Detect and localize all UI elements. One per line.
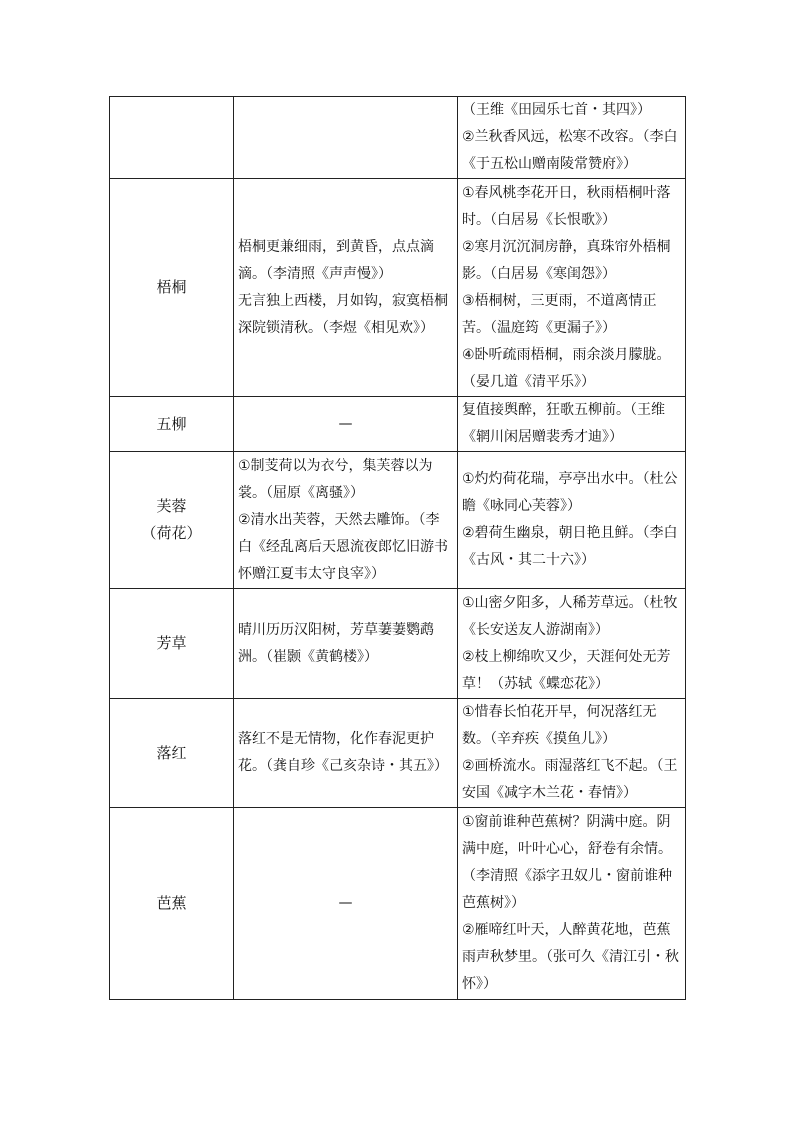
quote-line: 落红不是无情物，化作春泥更护花。（龚自珍《己亥杂诗・其五》）	[238, 731, 448, 774]
quote-line: ②兰秋香风远，松寒不改容。（李白《于五松山赠南陵常赞府》）	[462, 129, 678, 172]
quote-line: ④卧听疏雨梧桐，雨余淡月朦胧。（晏几道《清平乐》）	[462, 346, 671, 390]
quote-line: ①制芰荷以为衣兮，集芙蓉以为裳。（屈原《离骚》）	[238, 457, 433, 501]
quote-line: ②雁啼红叶天，人醉黄花地，芭蕉雨声秋梦里。（张可久《清江引・秋怀》）	[462, 922, 679, 992]
extended-example-cell	[458, 97, 686, 179]
table-row	[110, 179, 686, 397]
poetry-imagery-table	[109, 96, 686, 1000]
extended-example-cell	[458, 397, 686, 452]
term-cell: 芳草	[110, 589, 234, 699]
empty-dash: —	[338, 415, 353, 432]
quote-line: ①窗前谁种芭蕉树？阴满中庭。阴满中庭，叶叶心心，舒卷有余情。（李清照《添字丑奴儿・窗前谁种芭蕉树》）	[462, 814, 672, 911]
quote-line: ①山密夕阳多，人稀芳草远。（杜牧《长安送友人游湖南》）	[462, 594, 678, 638]
quote-line: ②清水出芙蓉，天然去雕饰。（李白《经乱离后天恩流夜郎忆旧游书怀赠江夏韦太守良宰》）	[238, 511, 448, 582]
quote-line: ②枝上柳绵吹又少，天涯何处无芳草！（苏轼《蝶恋花》）	[462, 648, 671, 692]
quote-line: 梧桐更兼细雨，到黄昏，点点滴滴。（李清照《声声慢》）	[238, 238, 434, 282]
term-cell	[110, 97, 234, 179]
extended-example-cell	[458, 452, 686, 589]
example-cell	[234, 452, 458, 589]
table-row	[110, 452, 686, 589]
extended-example-cell	[458, 699, 686, 808]
example-cell	[234, 179, 458, 397]
term-cell: 芭蕉	[110, 808, 234, 1000]
example-cell	[234, 397, 458, 452]
extended-example-cell	[458, 808, 686, 1000]
table-row	[110, 699, 686, 808]
quote-line: ②寒月沉沉洞房静，真珠帘外梧桐影。（白居易《寒闺怨》）	[462, 238, 671, 282]
quote-line: ②画桥流水。雨湿落红飞不起。（王安国《减字木兰花・春情》）	[462, 758, 678, 801]
term-label: 芙蓉 （荷花）	[141, 497, 202, 542]
extended-example-cell	[458, 179, 686, 397]
table-row	[110, 397, 686, 452]
empty-dash: —	[338, 895, 353, 911]
example-cell	[234, 589, 458, 699]
example-cell	[234, 808, 458, 1000]
table-row	[110, 589, 686, 699]
quote-line: 复值接舆醉，狂歌五柳前。（王维《辋川闲居赠裴秀才迪》）	[462, 402, 665, 445]
quote-line: ①春风桃李花开日，秋雨梧桐叶落时。（白居易《长恨歌》）	[462, 184, 671, 228]
extended-example-cell	[458, 589, 686, 699]
term-cell: 落红	[110, 699, 234, 808]
table-row	[110, 97, 686, 179]
example-cell	[234, 97, 458, 179]
quote-line: ②碧荷生幽泉，朝日艳且鲜。（李白《古风・其二十六》）	[462, 525, 678, 568]
term-cell: 五柳	[110, 397, 234, 452]
table-row	[110, 808, 686, 1000]
example-cell	[234, 699, 458, 808]
quote-line: （王维《田园乐七首・其四》）	[462, 102, 651, 118]
quote-line: ①灼灼荷花瑞，亭亭出水中。（杜公瞻《咏同心芙蓉》）	[462, 471, 678, 514]
quote-line: 无言独上西楼，月如钩，寂寞梧桐深院锁清秋。（李煜《相见欢》）	[238, 292, 448, 336]
quote-line: ③梧桐树，三更雨，不道离情正苦。（温庭筠《更漏子》）	[462, 292, 657, 336]
quote-line: 晴川历历汉阳树，芳草萋萋鹦鹉洲。（崔颢《黄鹤楼》）	[238, 621, 434, 665]
term-cell	[110, 452, 234, 589]
term-cell: 梧桐	[110, 179, 234, 397]
quote-line: ①惜春长怕花开早，何况落红无数。（辛弃疾《摸鱼儿》）	[462, 704, 657, 747]
